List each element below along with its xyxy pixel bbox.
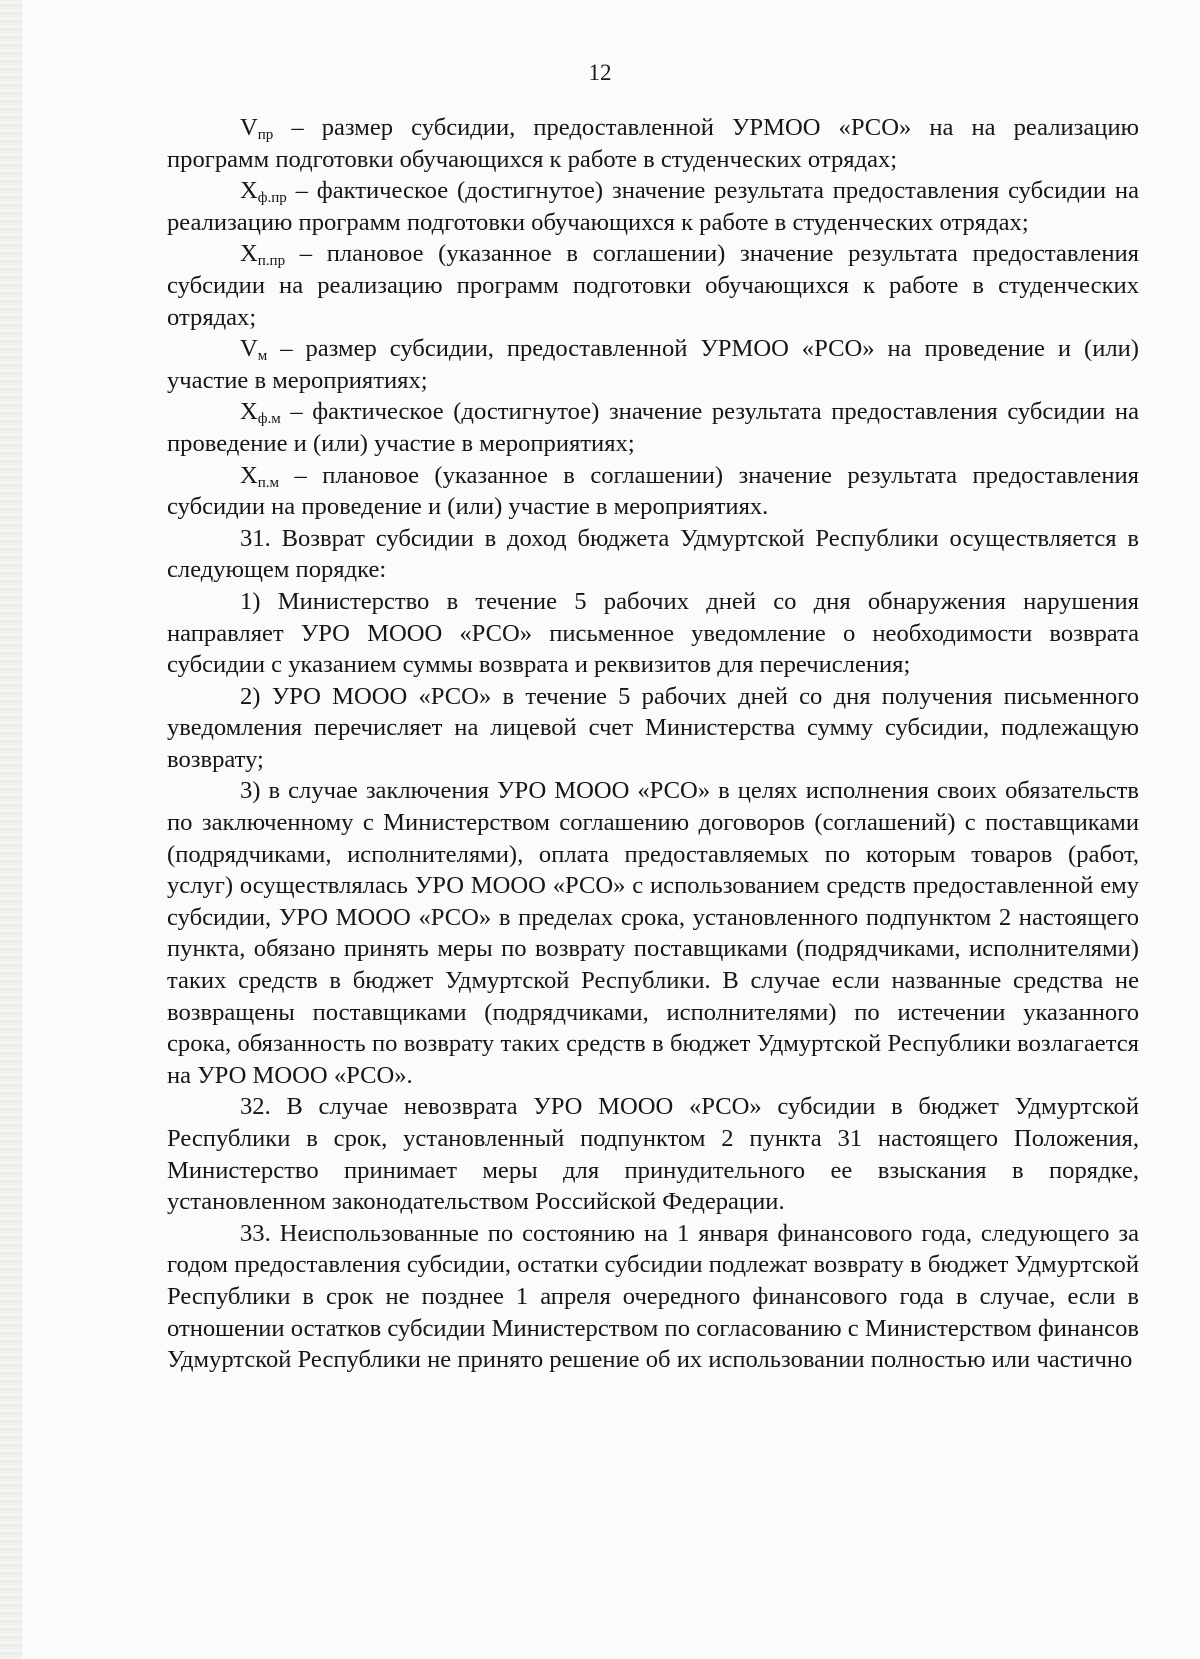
definition-x-p-m: $X_{п.м}$ – плановое (указанное в соглашении) значение результата предоставления субсидии на проведение и (или) участие в мероприятиях. bbox=[167, 461, 1139, 521]
symbol: $X_{п.м}$ bbox=[240, 461, 280, 491]
paragraph-31-item-1: 1) Министерство в течение 5 рабочих дней со дня обнаружения нарушения направляет УРО МООО «РСО» письменное уведомление о необходимости возврата субсидии с указанием суммы возврата и реквизитов для перечисления; bbox=[167, 587, 1139, 679]
definition-x-f-pr: $X_{ф.пр}$ – фактическое (достигнутое) значение результата предоставления субсидии на реализацию программ подготовки обучающихся к работе в студенческих отрядах; bbox=[167, 177, 1139, 236]
page-number: 12 bbox=[588, 60, 612, 85]
symbol: $V_м$ bbox=[240, 335, 268, 365]
symbol: $X_{п.пр}$ bbox=[240, 240, 286, 270]
scan-edge bbox=[0, 0, 22, 1659]
symbol: $X_{ф.пр}$ bbox=[240, 177, 287, 207]
paragraph-31: 31. Возврат субсидии в доход бюджета Удмуртской Республики осуществляется в следующем порядке: bbox=[167, 524, 1139, 584]
paragraph-31-item-2: 2) УРО МООО «РСО» в течение 5 рабочих дней со дня получения письменного уведомления перечисляет на лицевой счет Министерства сумму субсидии, подлежащую возврату; bbox=[167, 682, 1139, 773]
definition-v-m: $V_м$ – размер субсидии, предоставленной УРМОО «РСО» на проведение и (или) участие в мероприятиях; bbox=[167, 335, 1139, 394]
document-body bbox=[167, 112, 1139, 1376]
symbol: $V_{пр}$ bbox=[240, 114, 274, 143]
paragraph-33: 33. Неиспользованные по состоянию на 1 января финансового года, следующего за годом предоставления субсидии, остатки субсидии подлежат возврату в бюджет Удмуртской Республики в срок не позднее 1 апреля очередного финансового года в случае, если в отношении остатков субсидии Министерством по согласованию с Министерством финансов Удмуртской Республики не принято решение об их использовании полностью или частично bbox=[167, 1219, 1139, 1374]
symbol: $X_{ф.м}$ bbox=[240, 398, 281, 428]
definition-x-f-m: $X_{ф.м}$ – фактическое (достигнутое) значение результата предоставления субсидии на проведение и (или) участие в мероприятиях; bbox=[167, 398, 1139, 457]
definition-v-pr: $V_{пр}$ – размер субсидии, предоставленной УРМОО «РСО» на на реализацию программ подготовки обучающихся к работе в студенческих отрядах; bbox=[167, 114, 1139, 173]
paragraph-32: 32. В случае невозврата УРО МООО «РСО» субсидии в бюджет Удмуртской Республики в срок, установленный подпунктом 2 пункта 31 настоящего Положения, Министерство принимает меры для принудительного ее взыскания в порядке, установленном законодательством Российской Федерации. bbox=[167, 1093, 1139, 1216]
definition-x-p-pr: $X_{п.пр}$ – плановое (указанное в соглашении) значение результата предоставления субсидии на реализацию программ подготовки обучающихся к работе в студенческих отрядах; bbox=[167, 240, 1139, 331]
paragraph-31-item-3: 3) в случае заключения УРО МООО «РСО» в целях исполнения своих обязательств по заключенному с Министерством соглашению договоров (соглашений) с поставщиками (подрядчиками, исполнителями), оплата предоставляемых по которым товаров (работ, услуг) осуществлялась УРО МООО «РСО» с использованием средств предоставленной ему субсидии, УРО МООО «РСО» в пределах срока, установленного подпунктом 2 настоящего пункта, обязано принять меры по возврату поставщиками (подрядчиками, исполнителями) таких средств в бюджет Удмуртской Республики. В случае если названные средства не возвращены поставщиками (подрядчиками, исполнителями) по истечении указанного срока, обязанность по возврату таких средств в бюджет Удмуртской Республики возлагается на УРО МООО «РСО». bbox=[167, 777, 1139, 1089]
